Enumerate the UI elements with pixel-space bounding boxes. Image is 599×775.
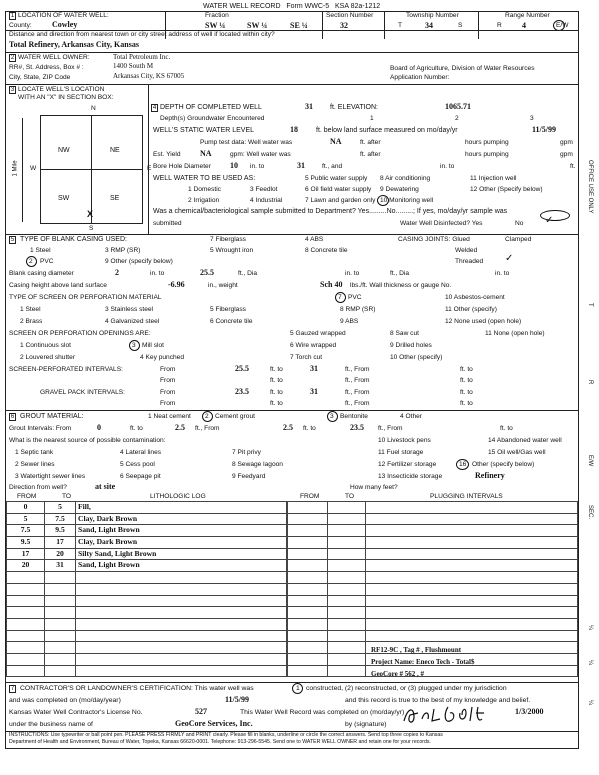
application-label: Application Number: <box>390 74 450 81</box>
log-to: 20 <box>45 548 76 560</box>
casing-type-label: TYPE OF BLANK CASING USED: <box>20 236 127 243</box>
bentonite-circle <box>327 411 338 422</box>
plug-interval <box>366 630 578 642</box>
use-label: WELL WATER TO BE USED AS: <box>153 175 256 182</box>
grout-label: GROUT MATERIAL: <box>20 413 84 420</box>
plug-from <box>288 513 328 525</box>
plug-interval <box>366 595 578 607</box>
log-row <box>7 595 287 607</box>
log-row <box>7 630 287 642</box>
section-3-number: 3 <box>10 87 15 93</box>
log-from <box>7 607 45 619</box>
log-to <box>45 583 76 595</box>
plug-interval <box>366 548 578 560</box>
plug-interval <box>366 607 578 619</box>
plug-from <box>288 595 328 607</box>
fraction-label: Fraction <box>205 12 229 19</box>
log-from <box>7 642 45 654</box>
plug-from <box>288 537 328 549</box>
plug-row <box>288 618 578 630</box>
plug-to <box>328 513 366 525</box>
pump-na: NA <box>330 137 342 146</box>
well-record-form: WATER WELL RECORD Form WWC-5 KSA 82a-1212 1 LOCATION OF WATER WELL: County: Cowley Fraction SW ¼ SW ¼ SE ¼ Section Number 32 Township Number T 34 S Range Number R 4 E/W Distance and direction from nearest town or city street address of well if located within city? Total Refinery, Arkansas City, Kansas 2 WATER WELL OWNER: Total Petroleum Inc. RR#, St. Address, Box # : 1400 South M City, State, ZIP Code Arkansas City, KS 67005 Board of Agriculture, Division of Water Resources Application Number: 3 LOCATE WELL'S LOCATION WITH AN "X" IN SECTION BOX: N NW NE SW SE W E S X 1 Mile 4 DEPTH OF COMPLETED WELL 31 ft. ELEVATION: 1065.71 Depth(s) Groundwater Encountered 1 2 3 WELL'S STATIC WATER LEVEL 18 ft. below land surface measured on mo/day/yr 11/5/99 Pump test data: Well water was NA ft. after hours pumping gpm Est. Yield NA gpm: Well water was ft. after hours pumping gpm Bore Hole Diameter 10 in. to 31 ft., and in. to ft. WELL WATER TO BE USED AS: 5 Public water supply 8 Air conditioning 11 Injection well 1 Domestic 3 Feedlot 6 Oil field water supply 9 Dewatering 12 Other (Specify below) 2 Irrigation 4 Industrial 7 Lawn and garden only 10 Monitoring well Was a chemical/bacteriological sample submitted to Department? Yes.........No.........; If yes, mo/day/yr sample was submitted Water Well Disinfected? Yes No ✓ 5 TYPE OF BLANK CASING USED: 7 Fiberglass 4 ABS CASING JOINTS: Glued Clamped 1 Steel 3 RMP (SR) 5 Wrought iron 8 Concrete tile Welded 2 PVC 9 Other (specify below) Threaded ✓ Blank casing diameter 2 in. to 25.5 ft., Dia in. to ft., Dia in. to Casing height above land surface -6.96 in., weight Sch 40 lbs./ft. Wall thickness or gauge No. TYPE OF SCREEN OR PERFORATION MATERIAL 7 PVC 10 Asbestos-cement 1 Steel 3 Stainless steel 5 Fiberglass 8 RMP (SR) 11 Other (specify) 2 Brass 4 Galvanized steel 6 Concrete tile 9 ABS 12 None used (open hole) SCREEN OR PERFORATION OPENINGS ARE: 5 Gauzed wrapped 8 Saw cut 11 None (open hole) 1 Continuous slot 3 Mill slot 6 Wire wrapped 9 Drilled holes 2 Louvered shutter 4 Key punched 7 Torch cut 10 Other (specify) SCREEN-PERFORATED INTERVALS: From 25.5 ft. to 31 ft., From ft. to From ft. to ft., From ft. to GRAVEL PACK INTERVALS: From 23.5 ft. to 31 ft., From ft. to From ft. to ft., From ft. to 6 GROUT MATERIAL: 1 Neat cement 2 Cement grout 3 Bentonite 4 Other Grout Intervals: From 0 ft. to 2.5 ft., From 2.5 ft. to 23.5 ft., From ft. to What is the nearest source of possible contamination: 10 Livestock pens 14 Abandoned water well 1 Septic tank 4 Lateral lines 7 Pit privy 11 Fuel storage 15 Oil well/Gas well 2 Sewer lines 5 Cess pool 8 Sewage lagoon 12 Fertilizer storage 16 Other (specify below) 3 Watertight sewer lines 6 Seepage pit 9 Feedyard 13 Insecticide storage Refinery Direction from well? at site How many feet? FROM TO LITHOLOGIC LOG FROM TO PLUGGING INTERVALS 0 5 Fill, 5 7.5 Clay, Dark Brown 7.5 9.5 Sand, Light Brown 9.5 17 Clay, Dark Brown 17 20 Silty Sand, Light Brown 20 31 Sand, Light Brown RF12-9C , Tag # , Flushmount Project Name: Eneco Tech - Total$ GeoCore # 562 , # 7 CONTRACTOR'S OR LANDOWNER'S CERTIFICATION: This water well was 1 constructed, (2) reconstructed, or (3) plugged under my jurisdiction and was completed on (mo/day/year) 11/5/99 and this record is true to the best of my knowledge and belief. Kansas Water Well Contractor's License No. 527 This Water Well Record was completed on (mo/day/yr) 1/3/2000 under the business name of GeoCore Services, Inc. by (signature) INSTRUCTIONS: Use typewriter or ball point pen. PLEASE PRESS FIRMLY and PRINT clearly. Please fill in blanks, underline or circle the correct answers. Send top three copies to Kansas Department of Health and Environment, Bureau of Water, Topeka, Kansas 66620-0001. Telephone: 913-296-5545. Send one to WATER WELL OWNER and retain one for your records. OFFICE USE ONLY T R E/W SEC. ¼ ¼ ¼ <box>0 0 599 775</box>
log-description <box>76 583 287 595</box>
plug-to <box>328 572 366 584</box>
plug-from <box>288 560 328 572</box>
log-from: 0 <box>7 502 45 514</box>
section-4-number: 4 <box>152 105 157 111</box>
plug-to <box>328 607 366 619</box>
chem-sample-question: Was a chemical/bacteriological sample submitted to Department? Yes.........No.........; If yes, mo/day/yr sample was <box>153 208 508 215</box>
plug-to <box>328 583 366 595</box>
log-to <box>45 630 76 642</box>
log-to <box>45 618 76 630</box>
license-number: 527 <box>195 707 207 716</box>
log-description <box>76 572 287 584</box>
bore-value: 10 <box>230 161 238 170</box>
township-value: 34 <box>425 21 433 30</box>
plug-from <box>288 502 328 514</box>
plug-interval <box>366 502 578 514</box>
log-description <box>76 595 287 607</box>
static-date: 11/5/99 <box>532 125 557 134</box>
plug-row <box>288 595 578 607</box>
plug-to <box>328 548 366 560</box>
log-row <box>7 548 287 560</box>
plug-from <box>288 548 328 560</box>
log-description <box>76 653 287 665</box>
range-label: Range Number <box>505 12 550 19</box>
log-row <box>7 537 287 549</box>
constructed-circle <box>292 683 303 694</box>
static-value: 18 <box>290 125 298 134</box>
direction-value: at site <box>95 482 116 491</box>
project-name: Project Name: Eneco Tech - Total$ <box>371 658 475 666</box>
plug-from <box>288 665 328 677</box>
log-from: 5 <box>7 513 45 525</box>
city-value: Arkansas City, KS 67005 <box>113 72 185 80</box>
log-description <box>76 630 287 642</box>
grout-to-1: 2.5 <box>175 423 185 432</box>
groundwater-label: Depth(s) Groundwater Encountered <box>160 115 265 122</box>
refinery-value: Refinery <box>475 471 505 480</box>
log-description <box>76 642 287 654</box>
log-to: 17 <box>45 537 76 549</box>
log-from: 17 <box>7 548 45 560</box>
section-2-number: 2 <box>10 55 15 61</box>
log-to: 31 <box>45 560 76 572</box>
county-label: County: <box>9 22 32 29</box>
record-date: 1/3/2000 <box>515 707 544 716</box>
plug-to <box>328 630 366 642</box>
business-name: GeoCore Services, Inc. <box>175 719 253 728</box>
board-label: Board of Agriculture, Division of Water Resources <box>390 65 535 72</box>
sample-was-circle <box>540 210 570 221</box>
completed-date: 11/5/99 <box>225 695 250 704</box>
section-number-value: 32 <box>340 21 348 30</box>
city-label: City, State, ZIP Code <box>9 74 71 81</box>
instructions-line-2: Department of Health and Environment, Bureau of Water, Topeka, Kansas 66620-0001. Telephone: 913-296-5545. Send one to WATER WELL OWNER and retain one for your records. <box>9 739 431 745</box>
screen-pvc-circle <box>335 292 346 303</box>
log-row <box>7 583 287 595</box>
plug-to <box>328 537 366 549</box>
log-description: Sand, Light Brown <box>76 525 287 537</box>
form-title: WATER WELL RECORD Form WWC-5 KSA 82a-1212 <box>203 3 381 10</box>
fraction-2: SW ¼ <box>247 21 268 30</box>
log-to <box>45 665 76 677</box>
s1-label: LOCATION OF WATER WELL: <box>18 12 109 19</box>
log-to <box>45 595 76 607</box>
plug-row <box>288 537 578 549</box>
geocore-number: GeoCore # 562 , # <box>371 670 424 678</box>
log-from <box>7 618 45 630</box>
plug-from <box>288 653 328 665</box>
log-row <box>7 618 287 630</box>
county-value: Cowley <box>52 20 78 29</box>
section-7-number: 7 <box>10 686 15 692</box>
plug-from <box>288 583 328 595</box>
log-description: Clay, Dark Brown <box>76 537 287 549</box>
log-to <box>45 572 76 584</box>
section-number-label: Section Number <box>326 12 374 19</box>
casing-height: -6.96 <box>168 280 185 289</box>
plug-from <box>288 607 328 619</box>
ew-label: E/W <box>556 22 569 29</box>
grout-from-1: 0 <box>97 423 101 432</box>
log-to <box>45 642 76 654</box>
gravel-to: 31 <box>310 387 318 396</box>
plug-to <box>328 525 366 537</box>
plug-interval <box>366 513 578 525</box>
bore-to-value: 31 <box>297 161 305 170</box>
distance-label: Distance and direction from nearest town or city street address of well if located within city? <box>9 31 275 38</box>
instructions-line-1: INSTRUCTIONS: Use typewriter or ball point pen. PLEASE PRESS FIRMLY and PRINT clearly. Please fill in blanks, underline or circle the correct answers. Send top three copies to Kansas <box>9 732 443 738</box>
log-from: 9.5 <box>7 537 45 549</box>
plug-row <box>288 513 578 525</box>
log-row <box>7 525 287 537</box>
log-description: Silty Sand, Light Brown <box>76 548 287 560</box>
distance-value: Total Refinery, Arkansas City, Kansas <box>9 40 139 49</box>
log-from <box>7 583 45 595</box>
log-row <box>7 560 287 572</box>
static-label: WELL'S STATIC WATER LEVEL <box>153 127 255 134</box>
threaded-checkmark-icon: ✓ <box>505 253 514 264</box>
plug-row <box>288 583 578 595</box>
log-row <box>7 642 287 654</box>
plug-from <box>288 525 328 537</box>
log-row <box>7 607 287 619</box>
pvc-circle <box>26 256 37 267</box>
cement-grout-circle <box>202 411 213 422</box>
elevation-value: 1065.71 <box>445 102 471 111</box>
plug-row <box>288 665 578 677</box>
owner-label: WATER WELL OWNER: <box>18 54 90 61</box>
monitoring-well-circle <box>377 195 389 206</box>
grout-from-2: 2.5 <box>283 423 293 432</box>
log-description: Clay, Dark Brown <box>76 513 287 525</box>
plug-row <box>288 560 578 572</box>
plug-from <box>288 618 328 630</box>
log-to: 5 <box>45 502 76 514</box>
log-row <box>7 502 287 514</box>
lithologic-log-table <box>6 501 287 677</box>
section-1-number: 1 <box>10 13 15 19</box>
log-to <box>45 607 76 619</box>
casing-weight: Sch 40 <box>320 280 343 289</box>
log-from: 7.5 <box>7 525 45 537</box>
fraction-3: SE ¼ <box>290 21 308 30</box>
log-to <box>45 653 76 665</box>
signature-image <box>400 703 500 727</box>
log-row <box>7 513 287 525</box>
section-6-number: 6 <box>10 414 15 420</box>
office-use-only: OFFICE USE ONLY <box>587 160 593 214</box>
owner-value: Total Petroleum Inc. <box>113 53 171 61</box>
yield-na: NA <box>200 149 212 158</box>
plug-interval <box>366 537 578 549</box>
plug-interval <box>366 572 578 584</box>
other-circle <box>456 459 469 470</box>
address-label: RR#, St. Address, Box # : <box>9 64 84 71</box>
log-to: 9.5 <box>45 525 76 537</box>
log-row <box>7 572 287 584</box>
log-from: 20 <box>7 560 45 572</box>
plug-from <box>288 642 328 654</box>
gravel-from: 23.5 <box>235 387 249 396</box>
log-from <box>7 630 45 642</box>
mill-slot-circle <box>129 340 140 351</box>
plug-row <box>288 607 578 619</box>
casing-to: 25.5 <box>200 268 214 277</box>
log-row <box>7 665 287 677</box>
township-label: Township Number <box>406 12 459 19</box>
section-5-number: 5 <box>10 237 15 243</box>
plug-interval <box>366 583 578 595</box>
log-description: Fill, <box>76 502 287 514</box>
plug-interval <box>366 560 578 572</box>
screen-to: 31 <box>310 364 318 373</box>
plug-row <box>288 548 578 560</box>
plug-from <box>288 572 328 584</box>
log-from <box>7 653 45 665</box>
grout-to-2: 23.5 <box>350 423 364 432</box>
depth-label: DEPTH OF COMPLETED WELL <box>160 104 262 111</box>
plug-to <box>328 642 366 654</box>
plug-to <box>328 665 366 677</box>
log-row <box>7 653 287 665</box>
log-description <box>76 618 287 630</box>
plug-interval <box>366 525 578 537</box>
plug-row <box>288 502 578 514</box>
log-description <box>76 607 287 619</box>
log-to: 7.5 <box>45 513 76 525</box>
no-checkmark-icon: ✓ <box>545 215 554 226</box>
log-description <box>76 665 287 677</box>
plug-row <box>288 630 578 642</box>
log-from <box>7 572 45 584</box>
plug-row <box>288 525 578 537</box>
range-value: 4 <box>522 21 526 30</box>
log-from <box>7 665 45 677</box>
plug-to <box>328 595 366 607</box>
plug-to <box>328 653 366 665</box>
screen-from: 25.5 <box>235 364 249 373</box>
fraction-1: SW ¼ <box>205 21 226 30</box>
plug-to <box>328 502 366 514</box>
casing-diameter: 2 <box>115 268 119 277</box>
plug-to <box>328 618 366 630</box>
address-value: 1400 South M <box>113 62 154 70</box>
plug-from <box>288 630 328 642</box>
plug-row <box>288 572 578 584</box>
rf-tag: RF12-9C , Tag # , Flushmount <box>371 646 462 654</box>
log-from <box>7 595 45 607</box>
plug-to <box>328 560 366 572</box>
location-mark: X <box>87 209 94 219</box>
depth-value: 31 <box>305 102 313 111</box>
log-description: Sand, Light Brown <box>76 560 287 572</box>
plug-interval <box>366 618 578 630</box>
